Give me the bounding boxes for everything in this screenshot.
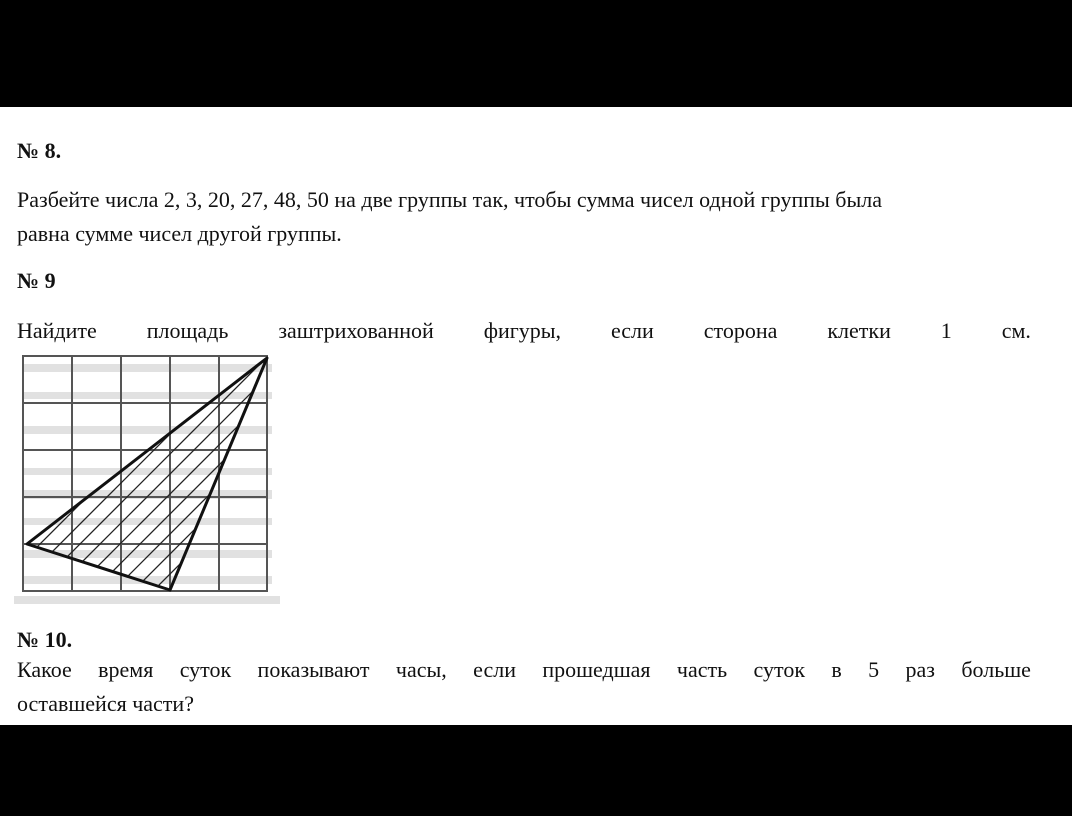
problem-9-word: клетки (827, 318, 891, 343)
problem-8-line-1: Разбейте числа 2, 3, 20, 27, 48, 50 на две группы так, чтобы сумма чисел одной группы была (17, 187, 883, 212)
problem-10-number: № 10. (17, 627, 73, 652)
problem-10-word: раз (905, 657, 935, 682)
hatched-triangle-figure (14, 350, 280, 606)
problem-9-word: сторона (703, 318, 778, 343)
problem-10-word: суток (753, 657, 806, 682)
problem-10-word: прошедшая (542, 657, 651, 682)
problem-9-word: заштрихованной (278, 318, 434, 343)
problem-10-word: суток (179, 657, 232, 682)
problem-9-word: фигуры, (483, 318, 562, 343)
problem-10-line-2: оставшейся части? (17, 691, 194, 716)
bleed-through-marks (14, 364, 280, 604)
problem-8-number: № 8. (17, 138, 62, 163)
hatching (14, 350, 280, 606)
problem-10-word: показывают (257, 657, 370, 682)
problem-10-word: если (473, 657, 516, 682)
problem-10-text (17, 653, 1031, 721)
problem-9-word: 1 (940, 318, 952, 343)
problem-9-text (17, 314, 1031, 348)
problem-9-word: Найдите (17, 318, 97, 343)
problem-9-word: если (610, 318, 654, 343)
problem-10-word: 5 (868, 657, 880, 682)
problem-10-line-1 (17, 653, 1031, 687)
problem-9-number: № 9 (17, 268, 56, 293)
problem-8-line-2: равна сумме чисел другой группы. (17, 221, 342, 246)
problem-8-text (17, 183, 882, 251)
problem-10-word: часть (676, 657, 728, 682)
problem-10-word: время (98, 657, 154, 682)
problem-10-word: больше (961, 657, 1031, 682)
problem-10-word: Какое (17, 657, 72, 682)
problem-9-word: площадь (146, 318, 229, 343)
problem-10-word: в (831, 657, 842, 682)
problem-10-word: часы, (395, 657, 447, 682)
problem-9-word: см. (1001, 318, 1031, 343)
